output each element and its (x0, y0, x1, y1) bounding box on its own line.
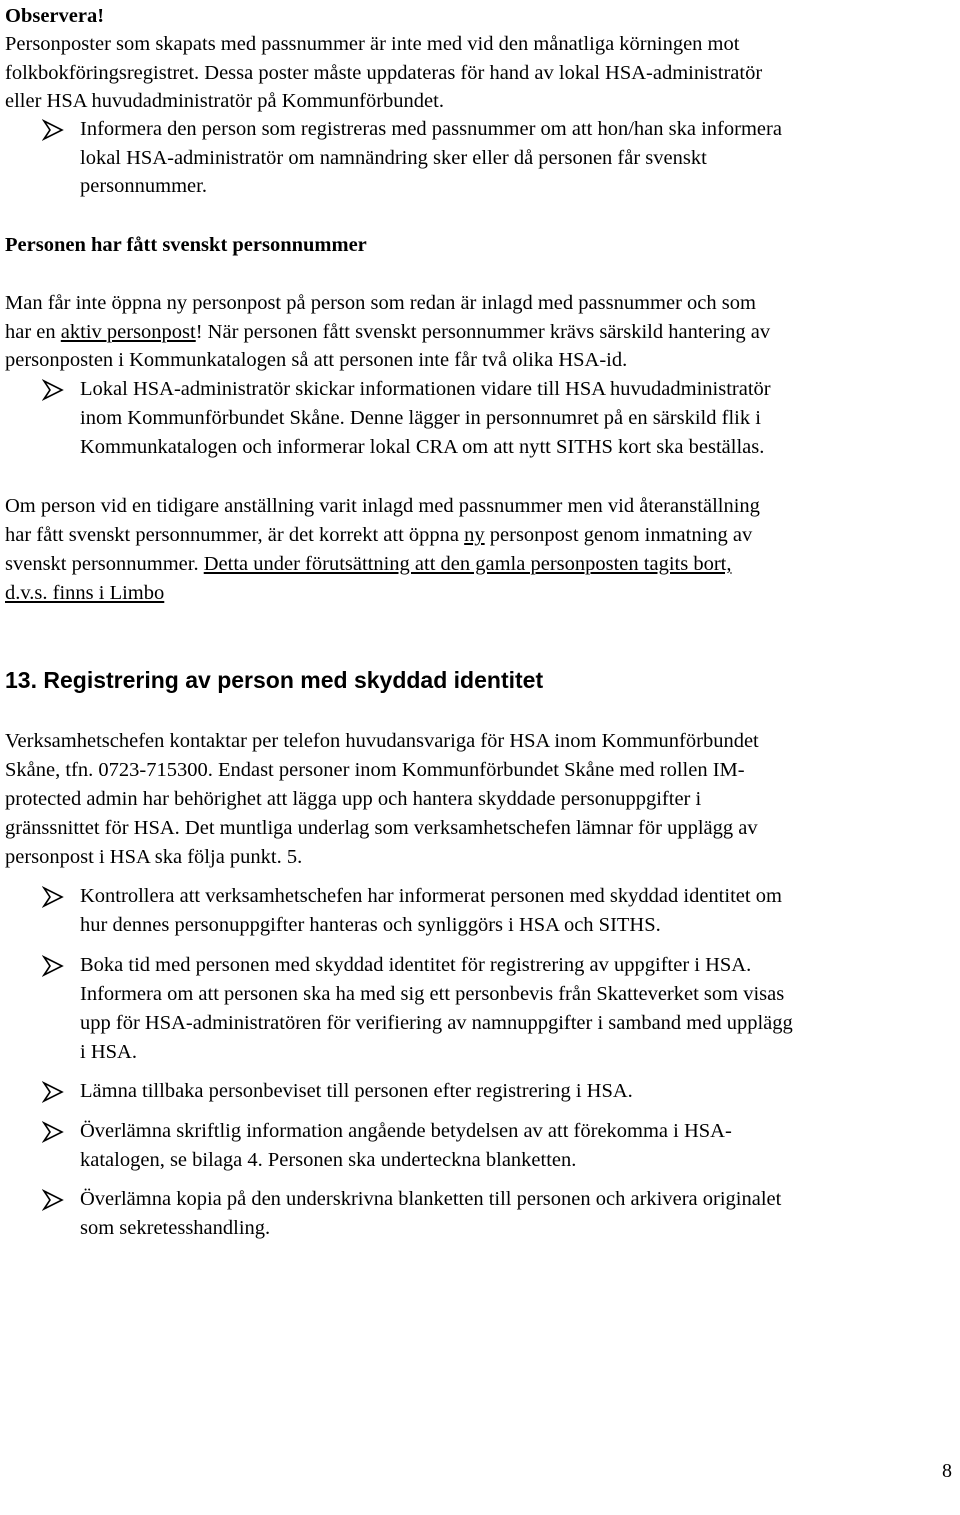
note-bullet-line: personnummer. (80, 175, 207, 197)
note-line: eller HSA huvudadministratör på Kommunförbundet. (5, 90, 444, 112)
paragraph-line (5, 523, 752, 547)
bullet-line: Boka tid med personen med skyddad identitet för registrering av uppgifter i HSA. (80, 954, 752, 976)
aktiv-personpost-underlined: aktiv personpost (60, 321, 196, 343)
bullet-line: Kommunkatalogen och informerar lokal CRA om att nytt SITHS kort ska beställas. (80, 436, 765, 458)
paragraph-line: Om person vid en tidigare anställning varit inlagd med passnummer men vid återanställning (5, 495, 760, 517)
bullet-line: upp för HSA-administratören för verifiering av namnuppgifter i samband med upplägg (80, 1012, 793, 1034)
condition-underlined: d.v.s. finns i Limbo (5, 582, 165, 604)
paragraph-line: gränssnittet för HSA. Det muntliga underlag som verksamhetschefen lämnar för upplägg av (5, 817, 758, 839)
paragraph-line: personpost i HSA ska följa punkt. 5. (5, 846, 303, 868)
arrowhead-bullet-icon (42, 379, 64, 401)
note-bullet-line: Informera den person som registreras med passnummer om att hon/han ska informera (80, 118, 782, 140)
paragraph-line: Skåne, tfn. 0723-715300. Endast personer inom Kommunförbundet Skåne med rollen IM- (5, 759, 745, 781)
text-segment: har fått svenskt personnummer, är det korrekt att öppna (5, 524, 465, 546)
paragraph-line: personposten i Kommunkatalogen så att personen inte får två olika HSA-id. (5, 349, 628, 371)
bullet-line: Informera om att personen ska ha med sig ett personbevis från Skatteverket som visas (80, 983, 785, 1005)
note-line: folkbokföringsregistret. Dessa poster måste uppdateras för hand av lokal HSA-administratör (5, 62, 763, 84)
bullet-line: katalogen, se bilaga 4. Personen ska underteckna blanketten. (80, 1149, 577, 1171)
arrowhead-bullet-icon (42, 886, 64, 908)
ny-underlined: ny (464, 524, 485, 546)
arrowhead-bullet-icon (42, 1121, 64, 1143)
note-bullet-line: lokal HSA-administratör om namnändring sker eller då personen får svenskt (80, 147, 707, 169)
text-segment: ! När personen fått svenskt personnummer krävs särskild hantering av (195, 321, 771, 343)
paragraph-line (5, 320, 770, 344)
arrowhead-bullet-icon (42, 1081, 64, 1103)
paragraph-line (5, 552, 731, 576)
text-segment: personpost genom inmatning av (484, 524, 753, 546)
text-segment: har en (5, 321, 61, 343)
page-number: 8 (942, 1460, 952, 1482)
bullet-line: i HSA. (80, 1041, 137, 1063)
bullet-line: hur dennes personuppgifter hanteras och synliggörs i HSA och SITHS. (80, 914, 661, 936)
paragraph-line: protected admin har behörighet att lägga upp och hantera skyddade personuppgifter i (5, 788, 702, 810)
arrowhead-bullet-icon (42, 955, 64, 977)
section-heading: Personen har fått svenskt personnummer (5, 234, 367, 256)
paragraph-line: Verksamhetschefen kontaktar per telefon huvudansvariga för HSA inom Kommunförbundet (5, 730, 759, 752)
bullet-line: Överlämna kopia på den underskrivna blanketten till personen och arkivera originalet (80, 1188, 782, 1210)
bullet-line: Överlämna skriftlig information angående betydelsen av att förekomma i HSA- (80, 1120, 732, 1142)
note-line: Personposter som skapats med passnummer är inte med vid den månatliga körningen mot (5, 33, 740, 55)
arrowhead-bullet-icon (42, 119, 64, 141)
condition-underlined: Detta under förutsättning att den gamla personposten tagits bort, (203, 553, 732, 575)
arrowhead-bullet-icon (42, 1189, 64, 1211)
bullet-line: Kontrollera att verksamhetschefen har informerat personen med skyddad identitet om (80, 885, 782, 907)
section-13-heading: 13. Registrering av person med skyddad identitet (5, 667, 544, 693)
text-segment: svenskt personnummer. (5, 553, 204, 575)
note-title: Observera! (5, 5, 105, 27)
paragraph-line: Man får inte öppna ny personpost på person som redan är inlagd med passnummer och som (5, 292, 756, 314)
bullet-line: som sekretesshandling. (80, 1217, 271, 1239)
bullet-line: Lokal HSA-administratör skickar informationen vidare till HSA huvudadministratör (80, 378, 771, 400)
bullet-line: inom Kommunförbundet Skåne. Denne lägger in personnumret på en särskild flik i (80, 407, 761, 429)
bullet-line: Lämna tillbaka personbeviset till personen efter registrering i HSA. (80, 1080, 633, 1102)
